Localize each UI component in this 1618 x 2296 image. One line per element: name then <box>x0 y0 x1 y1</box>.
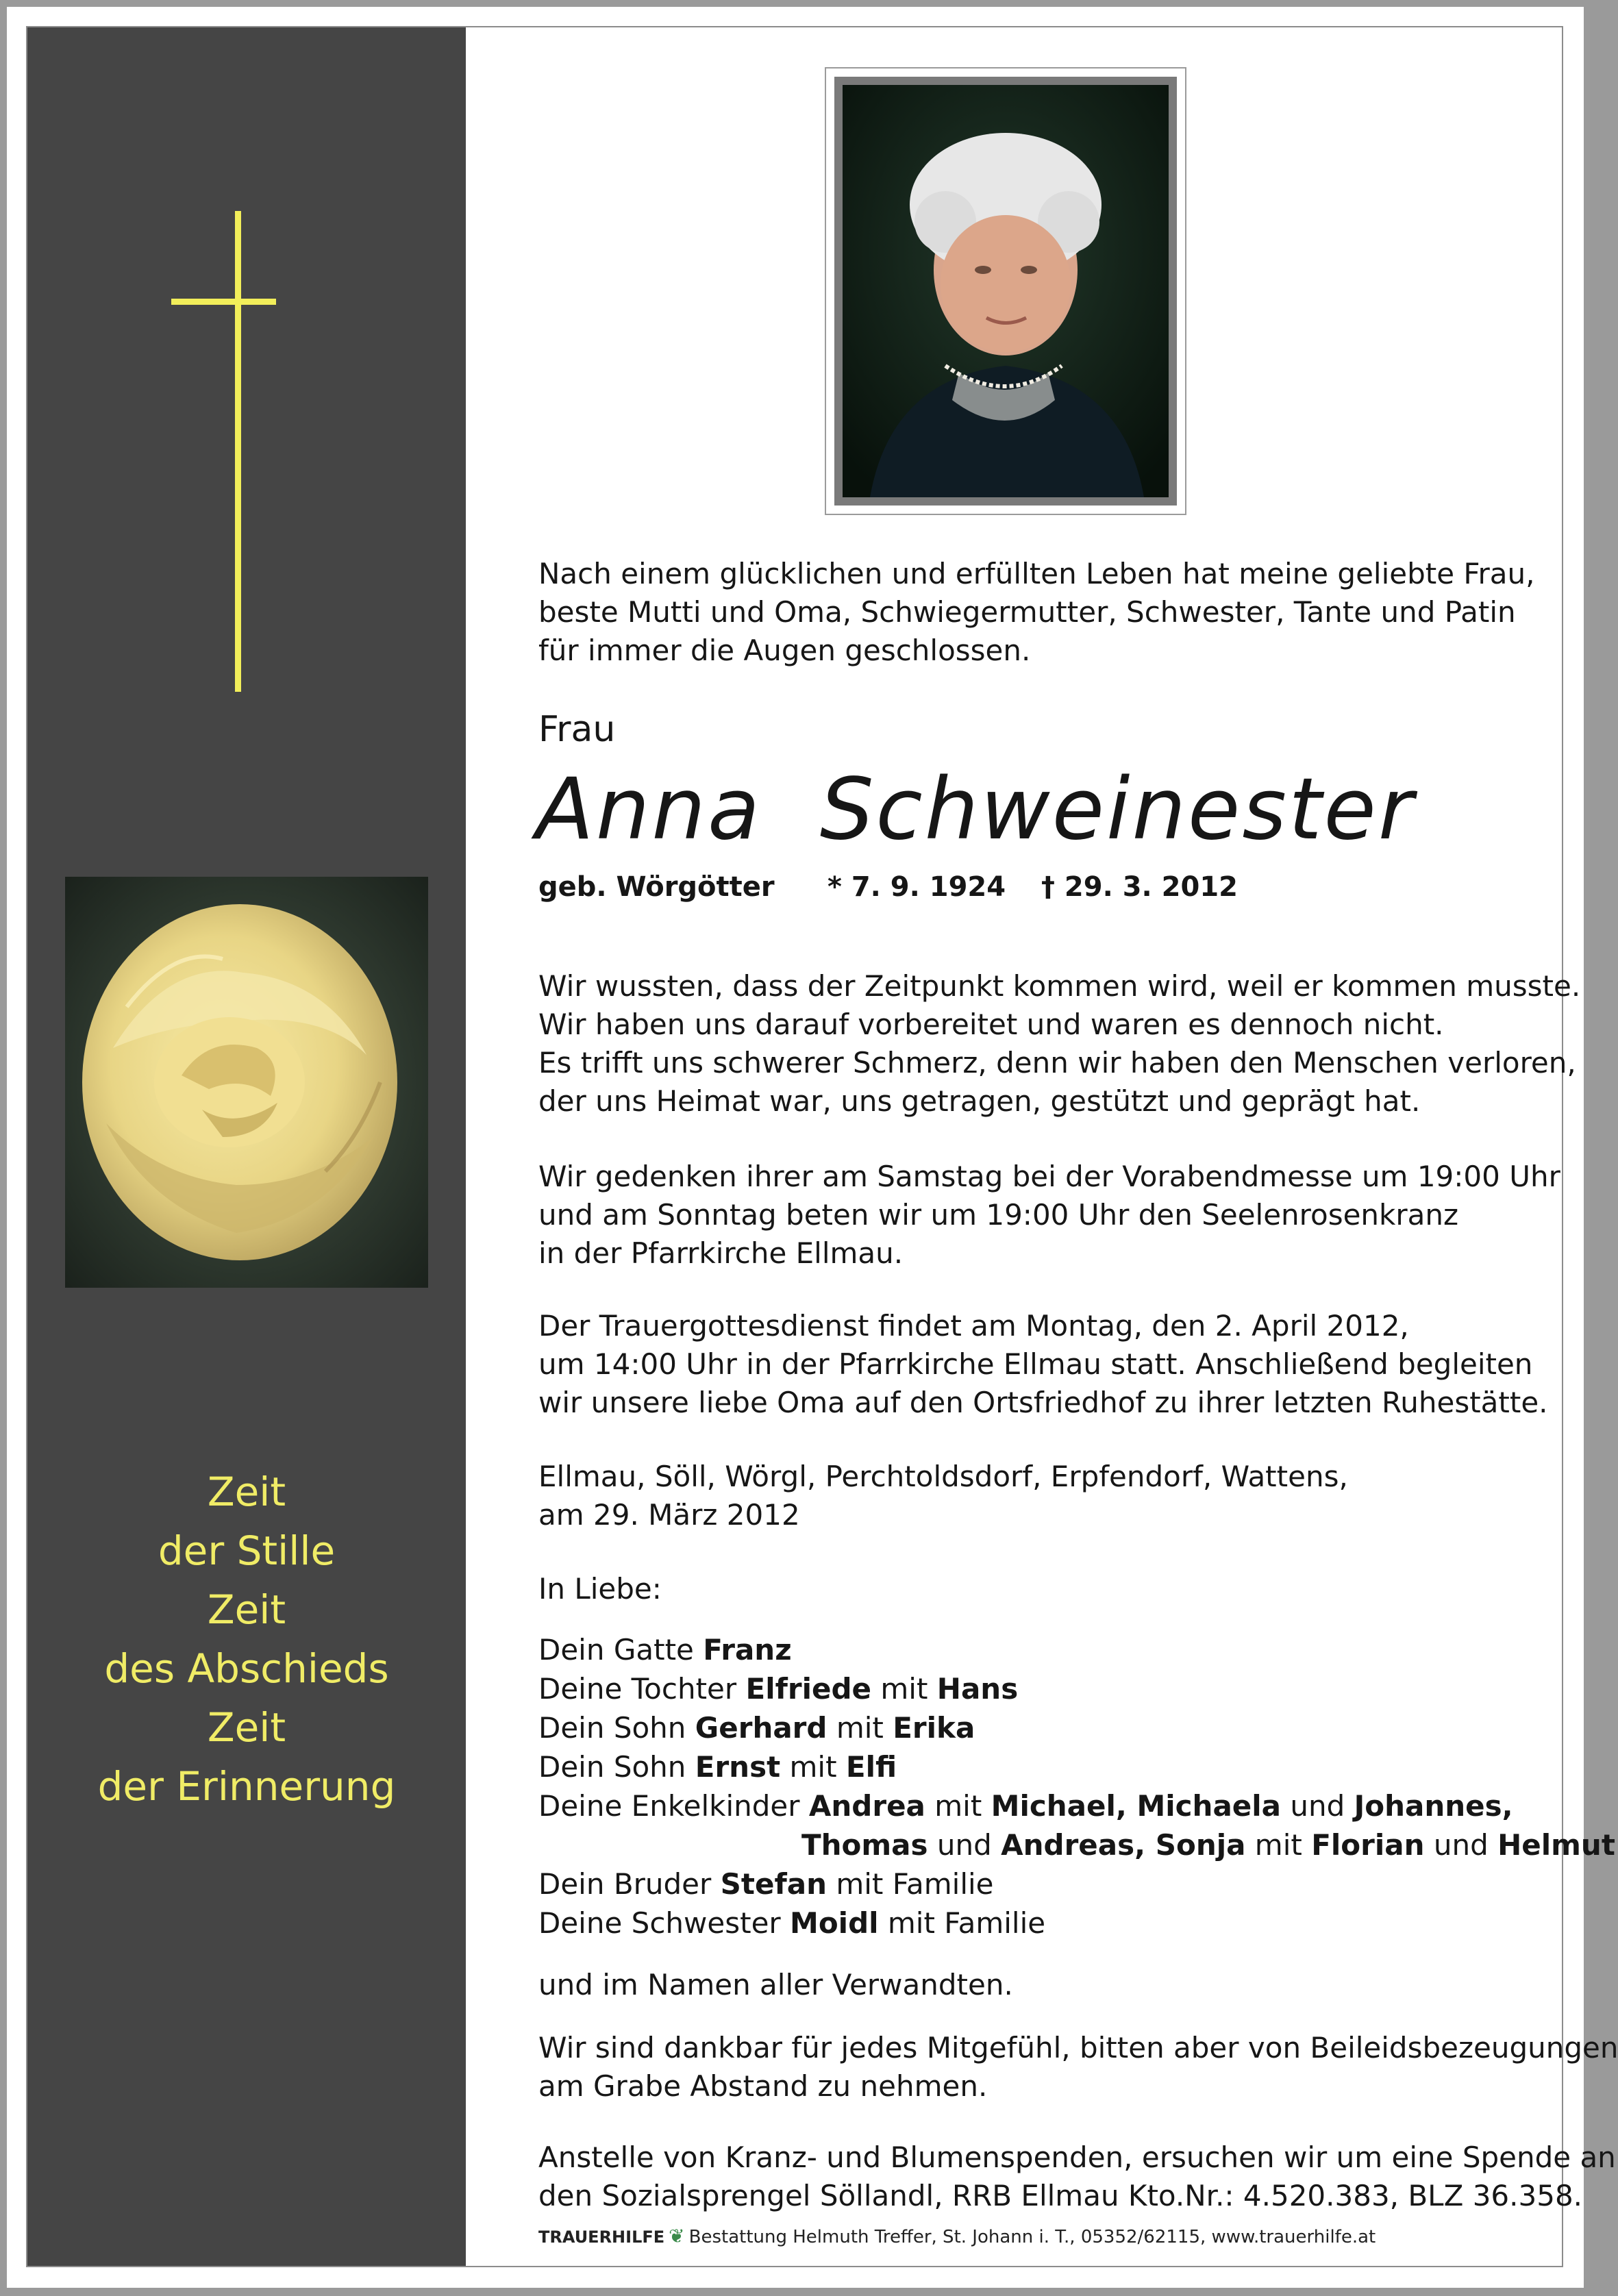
paragraph-1 <box>538 967 1580 1121</box>
cross-icon-bar <box>171 299 276 305</box>
text-line: Der Trauergottesdienst findet am Montag, den 2. April 2012, <box>538 1309 1409 1343</box>
family-list <box>538 1630 1615 1943</box>
text-line: Es trifft uns schwerer Schmerz, denn wir haben den Menschen verloren, <box>538 1046 1576 1080</box>
paragraph-3 <box>538 1307 1548 1422</box>
text-line: und am Sonntag beten wir um 19:00 Uhr den Seelenrosenkranz <box>538 1198 1459 1232</box>
obituary-sheet <box>7 7 1618 2288</box>
thanks-text <box>538 2029 1618 2106</box>
in-liebe: In Liebe: <box>538 1572 662 1606</box>
cross-icon <box>235 211 241 692</box>
text-line: der uns Heimat war, uns getragen, gestützt und geprägt hat. <box>538 1084 1421 1118</box>
family-row: Dein Sohn Ernst mit Elfi <box>538 1750 897 1784</box>
text-line: Wir haben uns darauf vorbereitet und waren es dennoch nicht. <box>538 1008 1444 1041</box>
poem <box>27 1462 466 1816</box>
relatives: und im Namen aller Verwandten. <box>538 1968 1013 2001</box>
poem-line: des Abschieds <box>104 1645 389 1692</box>
poem-line: der Stille <box>158 1527 336 1574</box>
salutation: Frau <box>538 709 616 750</box>
poem-line: Zeit <box>207 1469 286 1515</box>
intro-line: beste Mutti und Oma, Schwiegermutter, Schwester, Tante und Patin <box>538 595 1516 629</box>
portrait-photo <box>843 85 1169 497</box>
text-line: am Grabe Abstand zu nehmen. <box>538 2069 988 2103</box>
donation-text <box>538 2138 1616 2215</box>
death-date: † 29. 3. 2012 <box>1041 871 1238 903</box>
family-row: Dein Gatte Franz <box>538 1633 792 1667</box>
text-line: Anstelle von Kranz- und Blumenspenden, ersuchen wir um eine Spende an <box>538 2141 1616 2174</box>
intro-line: Nach einem glücklichen und erfüllten Leben hat meine geliebte Frau, <box>538 557 1535 590</box>
left-panel <box>27 27 466 2266</box>
text-line: Wir wussten, dass der Zeitpunkt kommen wird, weil er kommen musste. <box>538 969 1581 1003</box>
family-row: Dein Bruder Stefan mit Familie <box>538 1867 994 1901</box>
paragraph-2 <box>538 1158 1560 1273</box>
poem-line: Zeit <box>207 1586 286 1633</box>
footer <box>538 2225 1376 2247</box>
text-line: in der Pfarrkirche Ellmau. <box>538 1236 904 1270</box>
text-line: den Sozialsprengel Söllandl, RRB Ellmau Kto.Nr.: 4.520.383, BLZ 36.358. <box>538 2179 1583 2212</box>
text-line: um 14:00 Uhr in der Pfarrkirche Ellmau statt. Anschließend begleiten <box>538 1347 1533 1381</box>
poem-line: der Erinnerung <box>97 1763 396 1810</box>
text-line: Ellmau, Söll, Wörgl, Perchtoldsdorf, Erpfendorf, Wattens, <box>538 1460 1348 1493</box>
birth-date: * 7. 9. 1924 <box>827 871 1006 903</box>
family-row: Thomas und Andreas, Sonja mit Florian und Helmut <box>801 1828 1615 1862</box>
text-line: Wir gedenken ihrer am Samstag bei der Vorabendmesse um 19:00 Uhr <box>538 1160 1560 1193</box>
text-line: am 29. März 2012 <box>538 1498 800 1532</box>
intro-line: für immer die Augen geschlossen. <box>538 634 1031 667</box>
family-row: Dein Sohn Gerhard mit Erika <box>538 1711 975 1745</box>
footer-text: Bestattung Helmuth Treffer, St. Johann i. T., 05352/62115, www.trauerhilfe.at <box>688 2227 1376 2247</box>
family-row: Deine Schwester Moidl mit Familie <box>538 1906 1046 1940</box>
text-line: Wir sind dankbar für jedes Mitgefühl, bitten aber von Beileidsbezeugungen <box>538 2031 1618 2064</box>
family-row: Deine Tochter Elfriede mit Hans <box>538 1672 1019 1706</box>
intro-text <box>538 555 1535 670</box>
text-line: wir unsere liebe Oma auf den Ortsfriedhof zu ihrer letzten Ruhestätte. <box>538 1386 1548 1419</box>
poem-line: Zeit <box>207 1704 286 1751</box>
birth-name: geb. Wörgötter <box>538 871 775 903</box>
footer-brand: TRAUERHILFE <box>538 2228 665 2247</box>
deceased-name: Anna Schweinester <box>536 760 1415 859</box>
family-row: Deine Enkelkinder Andrea mit Michael, Michaela und Johannes, <box>538 1789 1513 1823</box>
rose-image <box>65 877 428 1288</box>
place-date <box>538 1458 1348 1534</box>
portrait-frame <box>825 67 1186 515</box>
leaf-icon: ❦ <box>669 2225 685 2247</box>
